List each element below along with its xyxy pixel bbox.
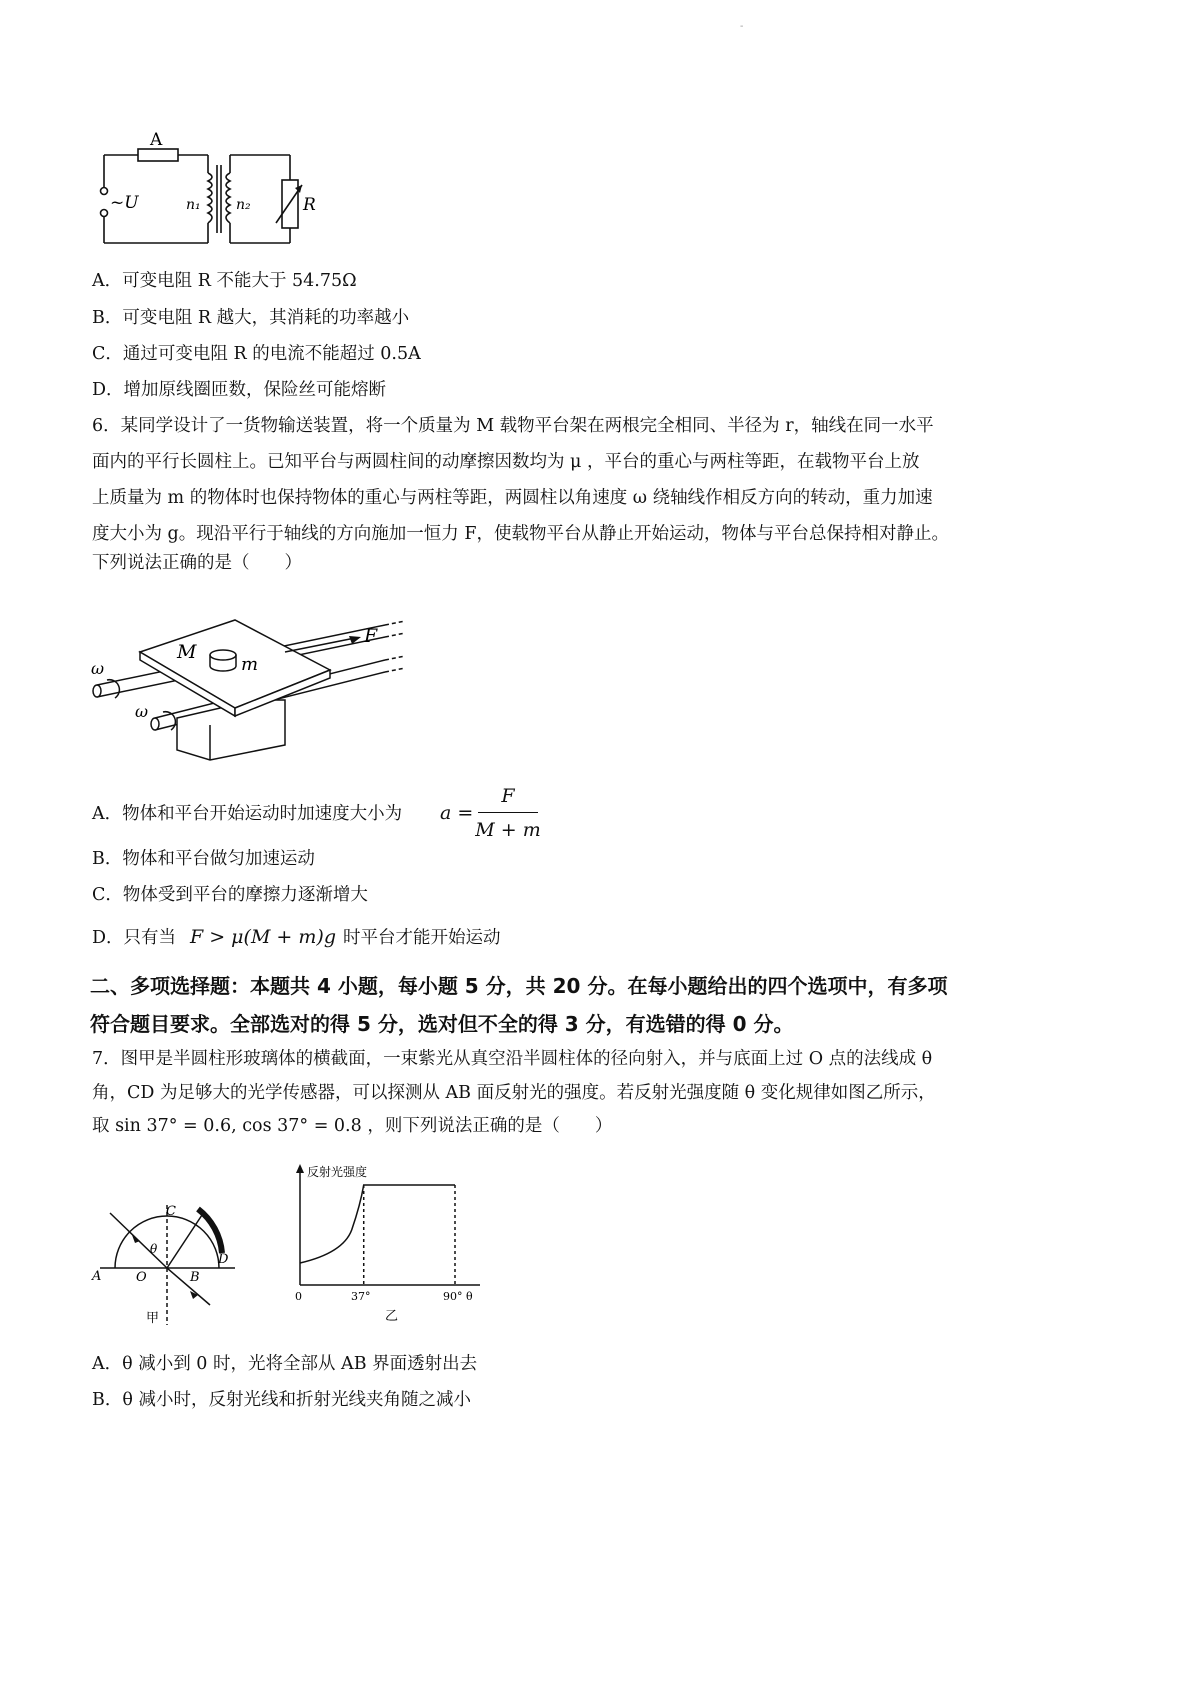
- reflection-chart: [275, 1160, 505, 1330]
- figure-jia-caption: 甲: [146, 1311, 160, 1326]
- source-label: ~U: [110, 193, 139, 213]
- q6-line-4: 度大小为 g。现沿平行于轴线的方向施加一恒力 F，使载物平台从静止开始运动，物体与平台总保持相对静止。: [92, 524, 949, 544]
- omega-label-back: ω: [91, 659, 105, 678]
- q5-option-c: C．通过可变电阻 R 的电流不能超过 0.5A: [92, 344, 421, 364]
- q6-option-d-tail: 时平台才能开始运动: [343, 928, 501, 948]
- q6-option-d-formula: F > μ(M + m)g: [190, 926, 336, 948]
- q7-option-a: A．θ 减小到 0 时，光将全部从 AB 界面透射出去: [92, 1354, 478, 1374]
- chart-intensity-curve: [300, 1185, 455, 1263]
- point-b-label: B: [190, 1270, 200, 1285]
- section2-heading-1: 二、多项选择题：本题共 4 小题，每小题 5 分，共 20 分。在每小题给出的四个选项中，有多项: [90, 974, 948, 998]
- semicircle-figure: [90, 1195, 250, 1330]
- point-o-label: O: [136, 1270, 147, 1285]
- q7-line-2: 角，CD 为足够大的光学传感器，可以探测从 AB 面反射光的强度。若反射光强度随 θ 变化规律如图乙所示，: [92, 1083, 936, 1103]
- point-c-label: C: [166, 1204, 176, 1219]
- chart-ylabel: 反射光强度: [307, 1165, 368, 1179]
- theta-label: θ: [150, 1242, 158, 1256]
- fraction-numerator: F: [501, 785, 515, 807]
- page-dot: -: [740, 21, 744, 32]
- point-a-label: A: [92, 1269, 102, 1284]
- object-mass-label: m: [241, 654, 259, 675]
- omega-label-front: ω: [135, 702, 149, 721]
- q6-option-a: A．物体和平台开始运动时加速度大小为: [92, 804, 403, 824]
- section2-heading-2: 符合题目要求。全部选对的得 5 分，选对但不全的得 3 分，有选错的得 0 分。: [90, 1012, 794, 1036]
- q5-option-d: D．增加原线圈匝数，保险丝可能熔断: [92, 380, 387, 400]
- resistor-label: R: [303, 195, 316, 215]
- q6-line-3: 上质量为 m 的物体时也保持物体的重心与两柱等距，两圆柱以角速度 ω 绕轴线作相反方向的转动，重力加速: [92, 488, 933, 508]
- q6-option-d-text: D．只有当: [92, 928, 177, 948]
- q5-option-b: B．可变电阻 R 越大，其消耗的功率越小: [92, 308, 410, 328]
- point-d-label: D: [218, 1252, 229, 1267]
- figure-yi-caption: 乙: [385, 1309, 399, 1324]
- n2-label: n₂: [236, 197, 251, 213]
- q6-line-1: 6．某同学设计了一货物输送装置，将一个质量为 M 载物平台架在两根完全相同、半径为 r，轴线在同一水平: [92, 416, 934, 436]
- q6-option-a-lhs: a =: [440, 802, 474, 824]
- n1-label: n₁: [186, 197, 201, 213]
- chart-tick-37: 37°: [351, 1290, 371, 1303]
- q5-option-a: A．可变电阻 R 不能大于 54.75Ω: [92, 271, 357, 291]
- ammeter-label: A: [150, 130, 163, 150]
- fraction-bar: [478, 812, 538, 813]
- chart-tick-90: 90° θ: [443, 1290, 473, 1303]
- q6-option-c: C．物体受到平台的摩擦力逐渐增大: [92, 885, 368, 905]
- platform-mass-label: M: [177, 641, 197, 663]
- q7-line-1: 7．图甲是半圆柱形玻璃体的横截面，一束紫光从真空沿半圆柱体的径向射入，并与底面上过 O 点的法线成 θ: [92, 1049, 933, 1069]
- q6-line-2: 面内的平行长圆柱上。已知平台与两圆柱间的动摩擦因数均为 μ ，平台的重心与两柱等距，在载物平台上放: [92, 452, 920, 472]
- q7-line-3: 取 sin 37° = 0.6, cos 37° = 0.8 ，则下列说法正确的是（ ）: [92, 1116, 613, 1136]
- q6-option-b: B．物体和平台做匀加速运动: [92, 849, 315, 869]
- fraction-denominator: M + m: [475, 819, 541, 841]
- chart-tick-0: 0: [295, 1290, 302, 1303]
- conveyor-figure: [85, 600, 415, 775]
- circuit-figure: [90, 125, 330, 260]
- q6-line-5: 下列说法正确的是（ ）: [92, 553, 302, 573]
- q7-option-b: B．θ 减小时，反射光线和折射光线夹角随之减小: [92, 1390, 471, 1410]
- force-label: F: [364, 625, 378, 647]
